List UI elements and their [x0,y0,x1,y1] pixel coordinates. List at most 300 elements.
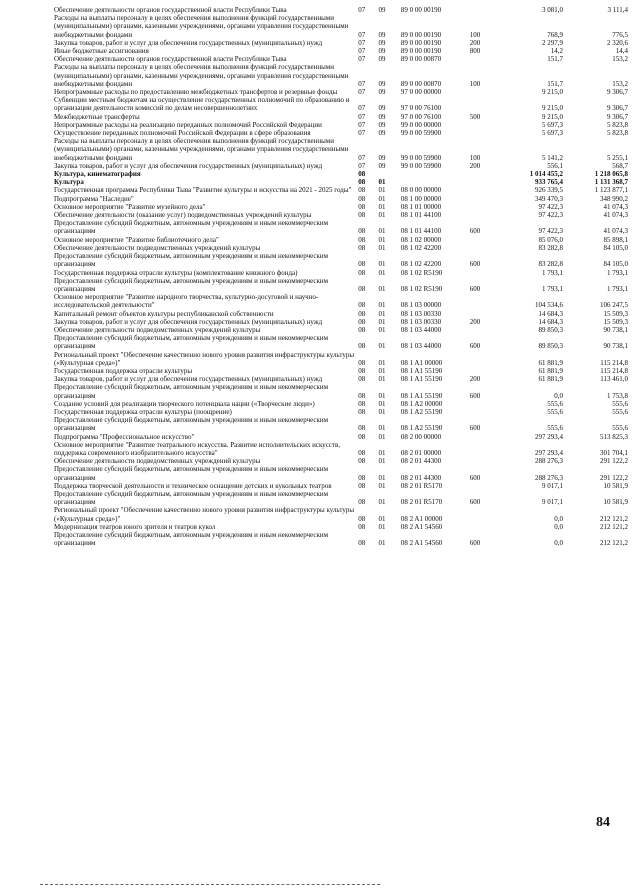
amount-year2-cell: 301 704,1 [600,448,628,457]
section-code-cell: 07 [358,88,366,97]
subsection-code-cell: 01 [378,178,386,187]
table-row [54,433,628,441]
expense-type-cell [470,96,496,112]
amount-year1-cell: 288 276,3 [535,457,564,466]
amount-year1-cell: 14 684,3 [538,309,564,318]
budget-table-body [54,6,628,547]
table-row [54,47,628,55]
expense-type-cell: 600 [469,342,481,351]
table-row [54,96,628,112]
expense-type-cell [470,408,496,416]
section-code-cell: 08 [358,284,366,293]
expense-type-cell [470,482,496,490]
table-row [54,129,628,137]
amount-year1-cell: 85 076,0 [538,235,564,244]
table-row [54,236,628,244]
expense-type-cell [470,129,496,137]
expense-type-cell: 500 [469,112,481,121]
expense-type-cell: 600 [469,473,481,482]
amount-year2-cell: 90 738,1 [603,325,628,334]
target-article-cell: 08 1 03 00330 [400,309,442,318]
amount-year1-cell: 9 215,0 [542,104,564,113]
section-code-cell: 08 [358,514,366,523]
table-row [54,416,628,432]
row-name-cell: Региональный проект "Обеспечение качественно нового уровня развития инфраструктуры культуры («Культурная среда»)" [54,506,355,523]
section-code-cell: 08 [358,170,366,179]
amount-year1-cell: 83 282,8 [538,243,564,252]
table-row [54,121,628,129]
table-row [54,318,628,326]
subsection-code-cell: 09 [378,153,386,162]
subsection-code-cell: 01 [378,539,386,548]
subsection-code-cell: 09 [378,161,386,170]
amount-year2-cell: 10 581,9 [603,481,628,490]
section-code-cell: 08 [358,448,366,457]
row-name-cell: Культура [54,178,84,187]
expense-type-cell: 600 [469,424,481,433]
subsection-code-cell [379,170,401,178]
row-name-cell: Государственная поддержка отрасли культуры [54,366,193,375]
row-name-cell: Иные бюджетные ассигнования [54,47,149,56]
subsection-code-cell: 01 [378,407,386,416]
amount-year1-cell: 288 276,3 [535,473,564,482]
amount-year2-cell: 1 793,1 [607,268,628,277]
row-name-cell: Государственная программа Республики Тыва "Развитие культуры и искусства на 2021 - 2025 годы" [54,186,352,195]
amount-year1-cell: 2 297,9 [542,38,564,47]
table-row [54,277,628,293]
subsection-code-cell: 01 [378,457,386,466]
section-code-cell: 08 [358,309,366,318]
row-name-cell: Обеспечение деятельности органов государственной власти Республики Тыва [54,6,287,14]
amount-year1-cell: 61 881,9 [538,366,564,375]
amount-year2-cell: 115 214,8 [600,358,628,367]
amount-year1-cell: 104 534,6 [535,301,564,310]
expense-type-cell: 600 [469,391,481,400]
target-article-cell: 89 0 00 00190 [400,6,442,14]
section-code-cell: 08 [358,432,366,441]
row-name-cell: Расходы на выплаты персоналу в целях обеспечения выполнения функций государственными (муниципальными) органами, казенными учреждениями, органами управления государственными внебюджетными фондами [54,63,349,88]
expense-type-cell [470,170,496,178]
row-name-cell: Основное мероприятие "Развитие народного творчества, культурно-досуговой и научно-исследовательской деятельности" [54,293,319,310]
table-row [54,523,628,531]
target-article-cell: 99 0 00 00000 [400,120,442,129]
row-name-cell: Предоставление субсидий бюджетным, автономным учреждениям и иным некоммерческим организациям [54,531,329,548]
section-code-cell: 08 [358,375,366,384]
amount-year2-cell: 41 074,3 [603,227,628,236]
section-code-cell: 07 [358,112,366,121]
row-name-cell: Закупка товаров, работ и услуг для обеспечения государственных (муниципальных) нужд [54,38,323,47]
amount-year2-cell: 10 581,9 [603,498,628,507]
expense-type-cell [470,6,496,14]
target-article-cell: 08 1 01 44100 [400,227,442,236]
expense-type-cell: 600 [469,284,481,293]
section-code-cell: 07 [358,6,366,14]
table-row [54,195,628,203]
table-row [54,531,628,547]
amount-year2-cell: 212 121,2 [600,514,628,523]
subsection-code-cell: 01 [378,498,386,507]
subsection-code-cell: 09 [378,38,386,47]
amount-year1-cell: 14 684,3 [538,317,564,326]
subsection-code-cell: 01 [378,473,386,482]
amount-year1-cell: 9 017,1 [542,481,564,490]
section-code-cell: 07 [358,55,366,64]
section-code-cell: 08 [358,325,366,334]
amount-year1-cell: 97 422,3 [538,211,564,220]
section-code-cell: 08 [358,498,366,507]
target-article-cell: 08 1 03 00330 [400,317,442,326]
row-name-cell: Предоставление субсидий бюджетным, автономным учреждениям и иным некоммерческим организациям [54,465,329,482]
budget-table [54,6,628,547]
amount-year2-cell: 84 105,0 [603,243,628,252]
subsection-code-cell: 01 [378,325,386,334]
section-code-cell: 08 [358,399,366,408]
section-code-cell: 08 [358,481,366,490]
target-article-cell: 08 1 00 00000 [400,194,442,203]
table-row [54,334,628,350]
section-code-cell: 08 [358,457,366,466]
target-article-cell: 97 0 00 76100 [400,112,442,121]
section-code-cell: 07 [358,161,366,170]
section-code-cell: 07 [358,38,366,47]
row-name-cell: Региональный проект "Обеспечение качественно нового уровня развития инфраструктуры культуры («Культурная среда»)" [54,350,355,367]
amount-year2-cell: 41 074,3 [603,202,628,211]
section-code-cell: 08 [358,539,366,548]
amount-year1-cell: 555,6 [547,399,564,408]
table-row [54,351,628,367]
section-code-cell: 07 [358,79,366,88]
target-article-cell: 08 1 03 00000 [400,301,442,310]
expense-type-cell: 600 [469,227,481,236]
expense-type-cell: 600 [469,260,481,269]
expense-type-cell [470,178,496,186]
expense-type-cell: 200 [469,38,481,47]
expense-type-cell [470,367,496,375]
target-article-cell: 08 1 02 R5190 [400,284,443,293]
table-row [54,441,628,457]
subsection-code-cell: 01 [378,194,386,203]
table-row [54,293,628,309]
row-name-cell: Непрограммные расходы на реализацию переданных полномочий Российской Федерации [54,120,322,129]
amount-year2-cell: 568,7 [612,161,628,170]
amount-year2-cell: 85 898,1 [603,235,628,244]
row-name-cell: Модернизация театров юного зрителя и театров кукол [54,522,216,531]
amount-year2-cell: 113 461,0 [600,375,628,384]
amount-year1-cell: 61 881,9 [538,375,564,384]
section-code-cell: 08 [358,391,366,400]
subsection-code-cell: 01 [378,366,386,375]
target-article-cell: 89 0 00 00190 [400,47,442,56]
amount-year2-cell: 1 131 368,7 [594,178,628,187]
amount-year1-cell: 5 697,3 [542,129,564,138]
amount-year2-cell: 5 255,1 [607,153,628,162]
row-name-cell: Государственная поддержка отрасли культуры (комплектование книжного фонда) [54,268,298,277]
subsection-code-cell: 01 [378,317,386,326]
target-article-cell: 08 1 01 44100 [400,211,442,220]
expense-type-cell [470,203,496,211]
section-code-cell: 08 [358,186,366,195]
subsection-code-cell: 01 [378,235,386,244]
subsection-code-cell: 01 [378,243,386,252]
row-name-cell: Расходы на выплаты персоналу в целях обеспечения выполнения функций государственными (муниципальными) органами, казенными учреждениями, органами управления государственными внебюджетными фондами [54,137,349,162]
amount-year1-cell: 0,0 [554,514,564,523]
amount-year1-cell: 1 793,1 [542,284,564,293]
section-code-cell: 08 [358,235,366,244]
subsection-code-cell: 01 [378,268,386,277]
subsection-code-cell: 09 [378,47,386,56]
amount-year2-cell: 90 738,1 [603,342,628,351]
section-code-cell: 07 [358,120,366,129]
amount-year1-cell: 555,6 [547,407,564,416]
expense-type-cell [470,310,496,318]
amount-year1-cell: 9 215,0 [542,88,564,97]
amount-year1-cell: 1 793,1 [542,268,564,277]
subsection-code-cell: 01 [378,284,386,293]
target-article-cell: 08 1 03 44000 [400,342,442,351]
table-row [54,326,628,334]
subsection-code-cell: 09 [378,129,386,138]
target-article-cell: 08 1 A1 55190 [400,366,443,375]
row-name-cell: Подпрограмма "Наследие" [54,194,134,203]
row-name-cell: Непрограммные расходы по предоставлению межбюджетных трансфертов и резервные фонды [54,88,338,97]
section-code-cell: 08 [358,358,366,367]
target-article-cell: 08 2 01 00000 [400,448,442,457]
amount-year2-cell: 3 111,4 [607,6,628,14]
row-name-cell: Расходы на выплаты персоналу в целях обеспечения выполнения функций государственными (муниципальными) органами, казенными учреждениями, органами управления государственными внебюджетными фондами [54,14,349,39]
table-row [54,39,628,47]
table-row [54,269,628,277]
table-row [54,88,628,96]
expense-type-cell: 200 [469,317,481,326]
amount-year1-cell: 768,9 [547,30,564,39]
amount-year1-cell: 556,1 [547,161,564,170]
subsection-code-cell: 09 [378,88,386,97]
subsection-code-cell: 09 [378,104,386,113]
subsection-code-cell: 01 [378,522,386,531]
row-name-cell: Культура, кинематография [54,170,141,179]
target-article-cell: 08 1 02 42200 [400,260,442,269]
amount-year2-cell: 84 105,0 [603,260,628,269]
table-row [54,383,628,399]
row-name-cell: Создание условий для реализации творческого потенциала нации («Творческие люди») [54,399,315,408]
row-name-cell: Субвенции местным бюджетам на осуществление государственных полномочий по образованию и организации деятельности комиссий по делам несовершеннолетних [54,96,350,113]
subsection-code-cell: 01 [378,211,386,220]
section-code-cell: 08 [358,260,366,269]
amount-year2-cell: 513 825,3 [600,432,628,441]
row-name-cell: Предоставление субсидий бюджетным, автономным учреждениям и иным некоммерческим организациям [54,252,329,269]
amount-year2-cell: 1 123 877,1 [594,186,628,195]
expense-type-cell: 600 [469,498,481,507]
target-article-cell: 08 2 01 44300 [400,473,442,482]
target-article-cell: 08 2 A1 54560 [400,522,443,531]
subsection-code-cell: 09 [378,120,386,129]
table-row [54,6,628,14]
table-row [54,186,628,194]
amount-year1-cell: 297 293,4 [535,448,564,457]
amount-year1-cell: 0,0 [554,522,564,531]
subsection-code-cell: 01 [378,202,386,211]
row-name-cell: Основное мероприятие "Развитие библиотечного дела" [54,235,219,244]
amount-year2-cell: 555,6 [612,399,628,408]
expense-type-cell [470,211,496,219]
amount-year2-cell: 1 793,1 [607,284,628,293]
section-code-cell: 08 [358,317,366,326]
amount-year1-cell: 97 422,3 [538,227,564,236]
table-row [54,457,628,465]
subsection-code-cell: 09 [378,55,386,64]
row-name-cell: Обеспечение деятельности подведомственных учреждений культуры [54,457,261,466]
table-row [54,506,628,522]
subsection-code-cell: 01 [378,309,386,318]
target-article-cell: 08 2 01 R5170 [400,498,443,507]
expense-type-cell: 100 [469,30,481,39]
target-article-cell [401,170,470,178]
table-row [54,203,628,211]
expense-type-cell [470,506,496,522]
amount-year1-cell: 5 141,2 [542,153,564,162]
row-name-cell: Основное мероприятие "Развитие театрального искусства. Развитие исполнительских искусств, поддержка современного изобразительного искусства" [54,440,341,457]
expense-type-cell [470,236,496,244]
amount-year1-cell: 1 014 455,2 [529,170,564,179]
section-code-cell: 08 [358,301,366,310]
expense-type-cell [470,244,496,252]
table-row [54,63,628,88]
row-name-cell: Предоставление субсидий бюджетным, автономным учреждениям и иным некоммерческим организациям [54,383,329,400]
expense-type-cell [470,269,496,277]
amount-year1-cell: 926 339,5 [535,186,564,195]
section-code-cell: 08 [358,522,366,531]
subsection-code-cell: 01 [378,481,386,490]
section-code-cell: 08 [358,424,366,433]
expense-type-cell [470,55,496,63]
amount-year1-cell: 97 422,3 [538,202,564,211]
target-article-cell: 89 0 00 00870 [400,55,442,64]
row-name-cell: Предоставление субсидий бюджетным, автономным учреждениям и иным некоммерческим организациям [54,489,329,507]
section-code-cell: 08 [358,202,366,211]
table-row [54,375,628,383]
subsection-code-cell: 01 [378,342,386,351]
expense-type-cell [470,186,496,194]
section-code-cell: 08 [358,211,366,220]
expense-type-cell [470,195,496,203]
amount-year2-cell: 153,2 [612,55,628,64]
amount-year2-cell: 1 218 065,8 [594,170,628,179]
amount-year2-cell: 14,4 [615,47,628,56]
expense-type-cell [470,326,496,334]
target-article-cell: 08 1 02 00000 [400,235,442,244]
target-article-cell: 08 2 01 44300 [400,457,442,466]
amount-year2-cell: 348 990,2 [600,194,628,203]
amount-year1-cell: 14,2 [550,47,564,56]
amount-year2-cell: 115 214,8 [600,366,628,375]
section-code-cell: 08 [358,243,366,252]
target-article-cell: 08 1 02 42200 [400,243,442,252]
target-article-cell: 08 1 A1 00000 [400,358,443,367]
expense-type-cell [470,121,496,129]
subsection-code-cell: 01 [378,186,386,195]
amount-year1-cell: 151,7 [547,79,564,88]
amount-year2-cell: 9 306,7 [607,112,628,121]
subsection-code-cell: 09 [378,30,386,39]
row-name-cell: Предоставление субсидий бюджетным, автономным учреждениям и иным некоммерческим организациям [54,219,329,236]
section-code-cell: 07 [358,104,366,113]
amount-year1-cell: 5 697,3 [542,120,564,129]
expense-type-cell: 600 [469,539,481,548]
target-article-cell: 99 0 00 59900 [400,153,442,162]
table-row [54,137,628,162]
target-article-cell: 08 1 A2 55190 [400,424,443,433]
table-row [54,400,628,408]
amount-year2-cell: 291 122,2 [600,473,628,482]
section-code-cell: 07 [358,47,366,56]
table-row [54,211,628,219]
subsection-code-cell: 09 [378,112,386,121]
section-code-cell: 08 [358,227,366,236]
row-name-cell: Обеспечение деятельности подведомственных учреждений культуры [54,243,261,252]
expense-type-cell [470,88,496,96]
amount-year1-cell: 83 282,8 [538,260,564,269]
section-code-cell: 08 [358,366,366,375]
row-name-cell: Обеспечение деятельности органов государственной власти Республики Тыва [54,55,287,64]
row-name-cell: Поддержка творческой деятельности и техническое оснащение детских и кукольных театров [54,481,332,490]
table-row [54,408,628,416]
table-row [54,244,628,252]
amount-year2-cell: 41 074,3 [603,211,628,220]
target-article-cell: 97 0 00 76100 [400,104,442,113]
row-name-cell: Закупка товаров, работ и услуг для обеспечения государственных (муниципальных) нужд [54,161,323,170]
amount-year2-cell: 212 121,2 [600,539,628,548]
table-row [54,482,628,490]
expense-type-cell [470,400,496,408]
amount-year2-cell: 106 247,5 [600,301,628,310]
section-code-cell: 08 [358,473,366,482]
section-code-cell: 08 [358,178,366,187]
amount-year1-cell: 933 765,4 [535,178,564,187]
amount-year2-cell: 15 509,3 [603,309,628,318]
table-row [54,14,628,39]
row-name-cell: Предоставление субсидий бюджетным, автономным учреждениям и иным некоммерческим организациям [54,276,329,293]
expense-type-cell [470,351,496,367]
target-article-cell: 99 0 00 59900 [400,161,442,170]
table-row [54,55,628,63]
subsection-code-cell: 01 [378,375,386,384]
expense-type-cell: 100 [469,153,481,162]
amount-year2-cell: 15 509,3 [603,317,628,326]
subsection-code-cell: 01 [378,432,386,441]
row-name-cell: Основное мероприятие "Развитие музейного дела" [54,202,206,211]
expense-type-cell [470,457,496,465]
subsection-code-cell: 01 [378,424,386,433]
target-article-cell: 08 1 A2 55190 [400,407,443,416]
section-code-cell: 08 [358,194,366,203]
section-code-cell: 07 [358,153,366,162]
amount-year2-cell: 291 122,2 [600,457,628,466]
section-code-cell: 08 [358,407,366,416]
amount-year1-cell: 9 215,0 [542,112,564,121]
expense-type-cell: 100 [469,79,481,88]
target-article-cell: 08 1 01 00000 [400,202,442,211]
target-article-cell: 99 0 00 59900 [400,129,442,138]
amount-year2-cell: 153,2 [612,79,628,88]
amount-year1-cell: 3 081,0 [542,6,564,14]
table-row [54,490,628,506]
amount-year1-cell: 151,7 [547,55,564,64]
amount-year1-cell: 9 017,1 [542,498,564,507]
table-row [54,113,628,121]
subsection-code-cell: 01 [378,227,386,236]
target-article-cell: 08 1 A2 00000 [400,399,443,408]
expense-type-cell [470,293,496,309]
